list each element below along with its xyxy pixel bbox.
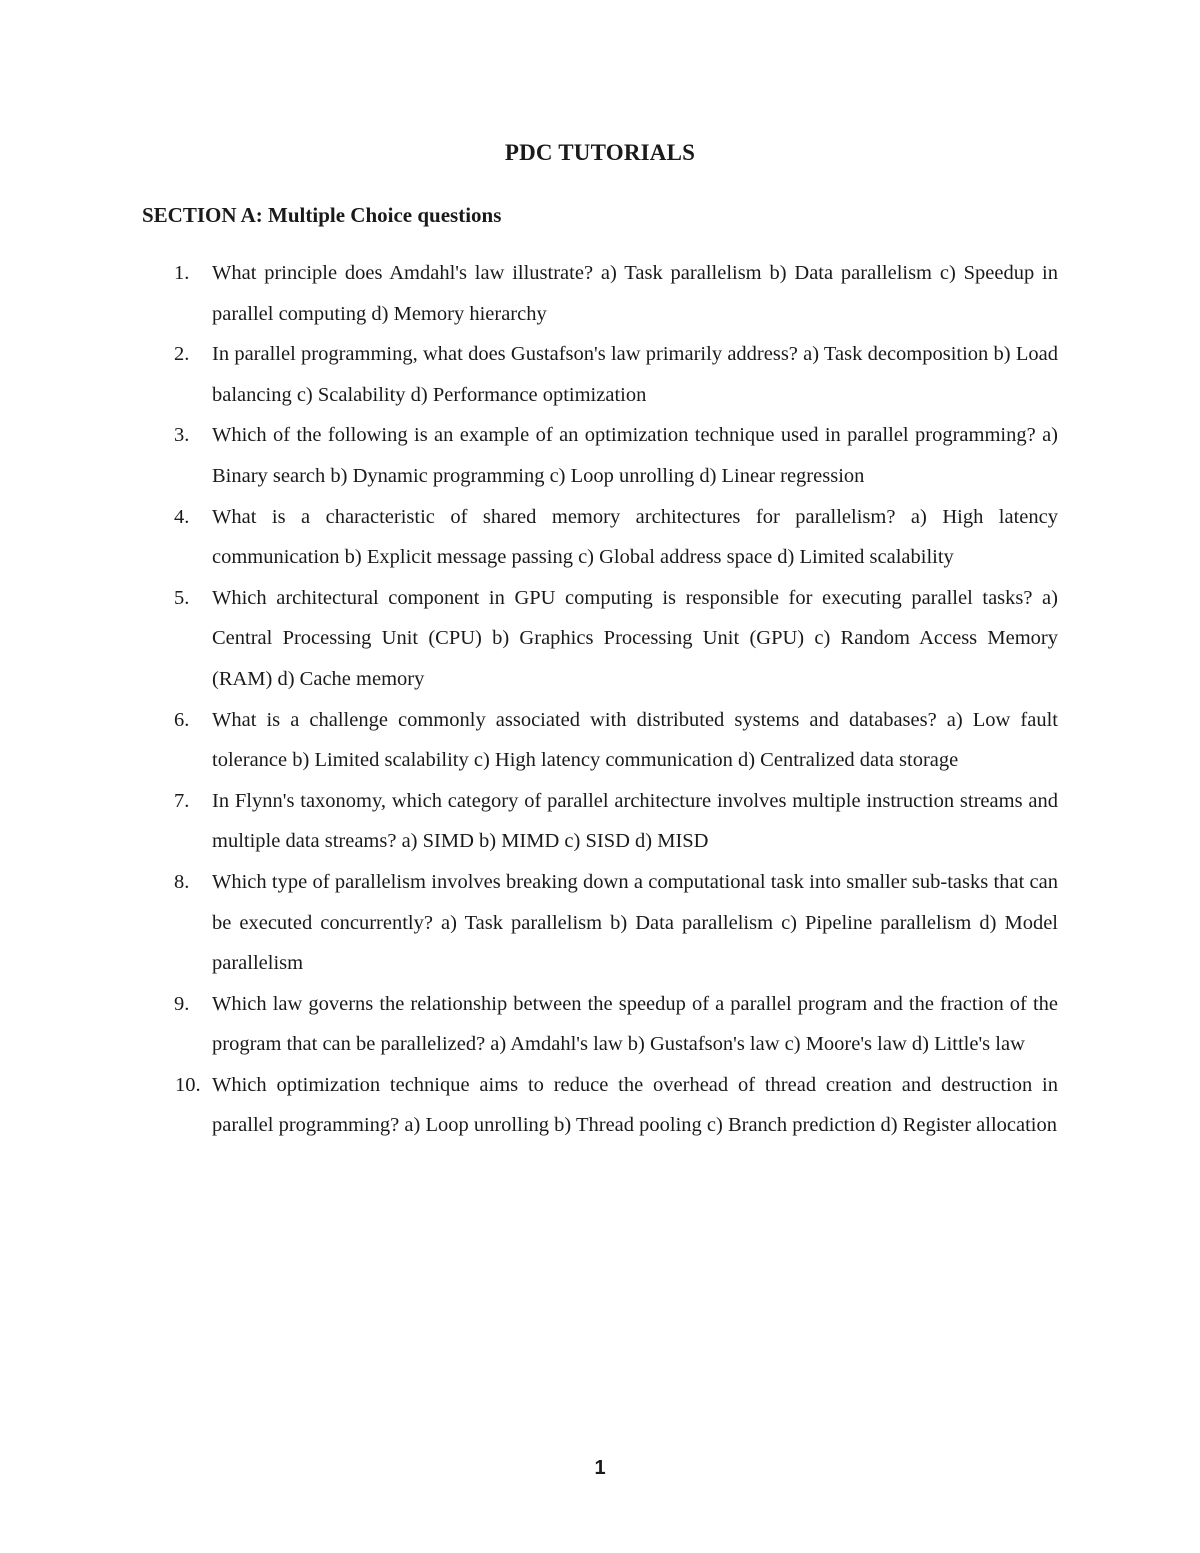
question-item <box>142 497 1058 578</box>
question-text: In Flynn's taxonomy, which category of parallel architecture involves multiple instruction streams and multiple data streams? a) SIMD b) MIMD c) SISD d) MISD <box>212 789 1058 853</box>
question-number: 1. <box>174 262 190 284</box>
question-item <box>142 781 1058 862</box>
question-text: What is a characteristic of shared memory architectures for parallelism? a) High latency communication b) Explicit message passing c) Global address space d) Limited scalability <box>212 505 1058 569</box>
question-item <box>142 253 1058 334</box>
question-number: 6. <box>174 708 190 731</box>
question-text: What principle does Amdahl's law illustrate? a) Task parallelism b) Data parallelism c) Speedup in parallel computing d) Memory hierarchy <box>212 262 1058 325</box>
question-text: Which law governs the relationship between the speedup of a parallel program and the fraction of the program that can be parallelized? a) Amdahl's law b) Gustafson's law c) Moore's law d) Little's law <box>212 992 1058 1056</box>
question-text: In parallel programming, what does Gustafson's law primarily address? a) Task decomposition b) Load balancing c) Scalability d) Performance optimization <box>212 343 1058 406</box>
question-number: 4. <box>174 505 190 528</box>
question-item <box>142 578 1058 700</box>
page-number: 1 <box>594 1457 606 1479</box>
question-number: 2. <box>174 343 190 366</box>
question-number: 8. <box>174 870 190 893</box>
question-number: 3. <box>174 424 190 447</box>
question-number: 9. <box>174 992 190 1015</box>
question-text: What is a challenge commonly associated with distributed systems and databases? a) Low fault tolerance b) Limited scalability c) High latency communication d) Centralized data storage <box>212 708 1058 772</box>
question-number: 10. <box>175 1073 201 1096</box>
question-item <box>142 984 1058 1065</box>
question-item <box>142 1065 1058 1146</box>
question-item <box>142 415 1058 496</box>
question-item <box>142 700 1058 781</box>
question-item <box>142 862 1058 984</box>
question-list <box>142 253 1058 1146</box>
question-text: Which architectural component in GPU computing is responsible for executing parallel tasks? a) Central Processing Unit (CPU) b) Graphics Processing Unit (GPU) c) Random Access Memory (RAM) d) Cache memory <box>212 586 1058 690</box>
section-heading: SECTION A: Multiple Choice questions <box>142 203 502 227</box>
question-text: Which of the following is an example of an optimization technique used in parallel programming? a) Binary search b) Dynamic programming c) Loop unrolling d) Linear regression <box>212 424 1058 487</box>
question-text: Which optimization technique aims to reduce the overhead of thread creation and destruction in parallel programming? a) Loop unrolling b) Thread pooling c) Branch prediction d) Register allocation <box>212 1073 1058 1137</box>
page-title: PDC TUTORIALS <box>504 140 696 165</box>
question-number: 5. <box>174 586 190 609</box>
question-text: Which type of parallelism involves breaking down a computational task into smaller sub-tasks that can be executed concurrently? a) Task parallelism b) Data parallelism c) Pipeline parallelism d) Model parallelism <box>212 870 1058 975</box>
question-item <box>142 334 1058 415</box>
question-number: 7. <box>174 789 190 812</box>
